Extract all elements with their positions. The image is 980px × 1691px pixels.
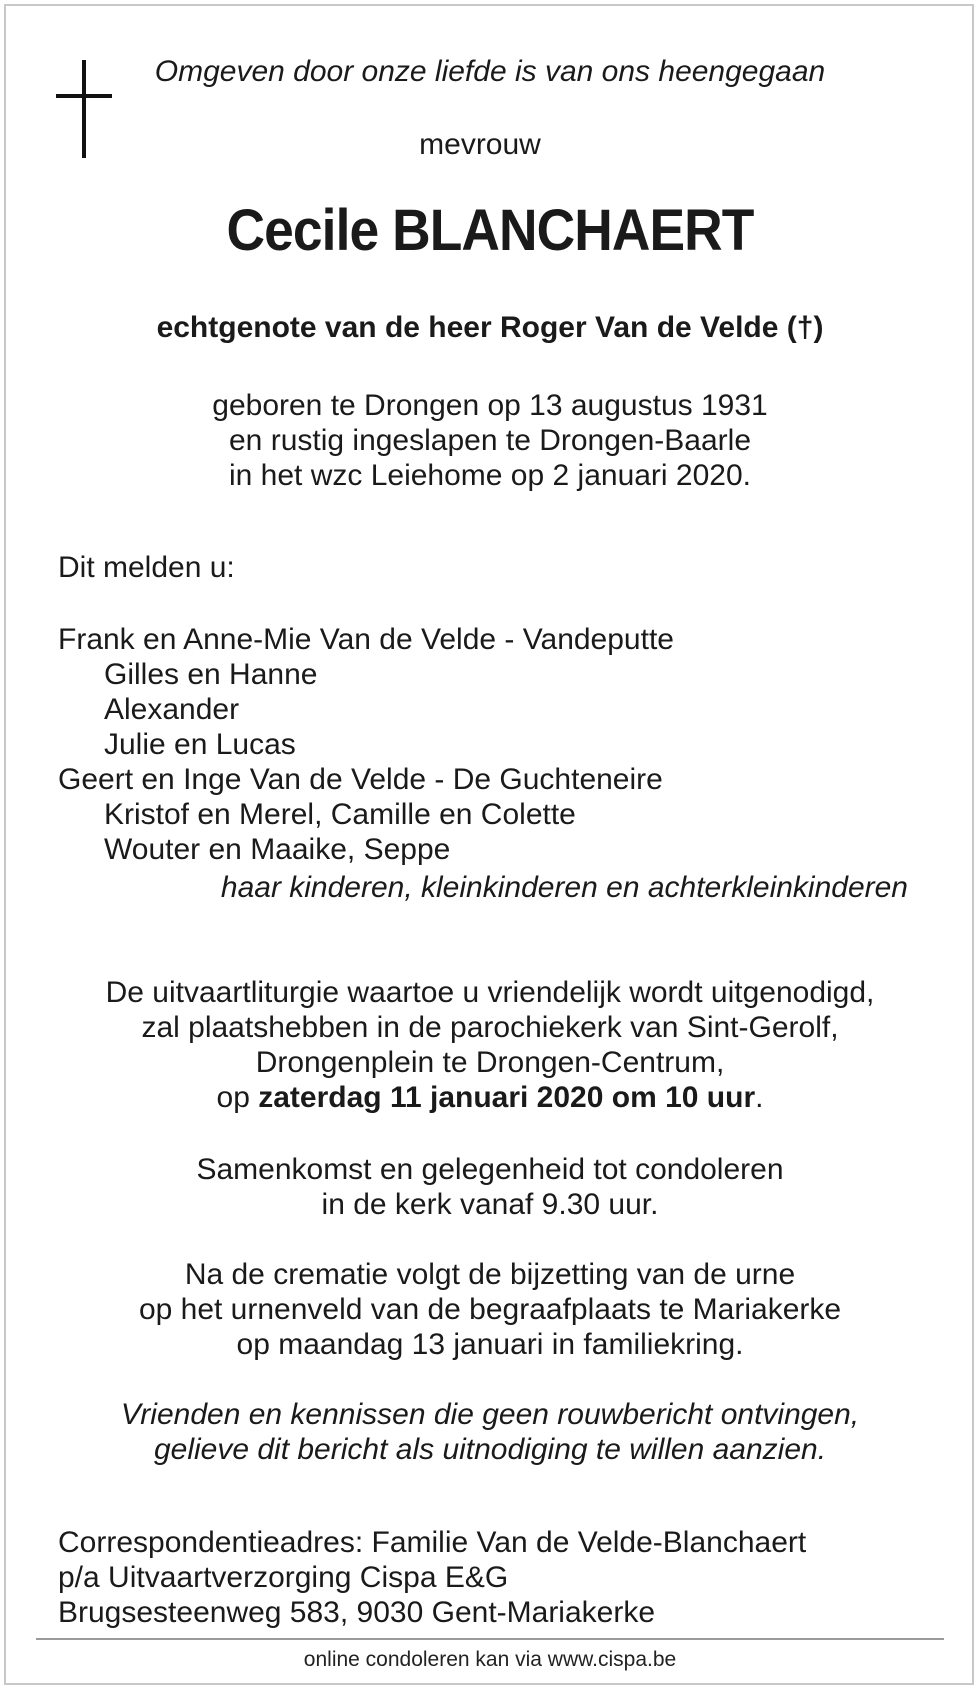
condolence-line: in de kerk vanaf 9.30 uur. — [321, 1188, 659, 1221]
family-line: Geert en Inge Van de Velde - De Guchteneire — [58, 763, 663, 796]
family-line: Kristof en Merel, Camille en Colette — [104, 798, 576, 831]
liturgy-date-suffix: . — [755, 1081, 764, 1114]
correspondence-address — [58, 1525, 806, 1630]
spouse-line: echtgenote van de heer Roger Van de Velde (†) — [156, 311, 824, 344]
deceased-name: Cecile BLANCHAERT — [226, 198, 754, 263]
announce-text: Dit melden u: — [58, 551, 235, 584]
liturgy-block — [0, 975, 980, 1115]
friends-line: gelieve dit bericht als uitnodiging te willen aanzien. — [153, 1433, 827, 1466]
birth-block — [0, 388, 980, 493]
liturgy-date: zaterdag 11 januari 2020 om 10 uur — [258, 1081, 756, 1114]
urn-line: op het urnenveld van de begraafplaats te Mariakerke — [138, 1293, 842, 1326]
family-line: Julie en Lucas — [104, 728, 296, 761]
condolence-block — [0, 1152, 980, 1222]
family-list — [58, 622, 674, 867]
family-line: Wouter en Maaike, Seppe — [104, 833, 451, 866]
address-line: Brugsesteenweg 583, 9030 Gent-Mariakerke — [58, 1596, 656, 1629]
title-prefix: mevrouw — [419, 128, 541, 161]
liturgy-line: De uitvaartliturgie waartoe u vriendelijk wordt uitgenodigd, — [105, 976, 875, 1009]
birth-line: in het wzc Leiehome op 2 januari 2020. — [228, 459, 751, 492]
cross-horizontal-bar — [56, 94, 112, 98]
condolence-line: Samenkomst en gelegenheid tot condoleren — [196, 1153, 784, 1186]
cross-vertical-bar — [82, 60, 86, 158]
online-condolence-text: online condoleren kan via www.cispa.be — [303, 1648, 677, 1671]
friends-line: Vrienden en kennissen die geen rouwbericht ontvingen, — [120, 1398, 860, 1431]
cross-icon — [56, 60, 112, 158]
birth-line: en rustig ingeslapen te Drongen-Baarle — [229, 424, 751, 457]
friends-notice — [0, 1397, 980, 1467]
footer-divider — [36, 1638, 944, 1640]
urn-line: op maandag 13 januari in familiekring. — [236, 1328, 744, 1361]
liturgy-date-line — [0, 1080, 980, 1115]
family-line: Gilles en Hanne — [104, 658, 318, 691]
family-role: haar kinderen, kleinkinderen en achterkleinkinderen — [220, 871, 908, 904]
liturgy-date-prefix: op — [216, 1081, 259, 1114]
liturgy-line: Drongenplein te Drongen-Centrum, — [255, 1046, 725, 1079]
intro-text: Omgeven door onze liefde is van ons heengegaan — [154, 55, 826, 88]
address-line: Correspondentieadres: Familie Van de Velde-Blanchaert — [58, 1526, 807, 1559]
address-line: p/a Uitvaartverzorging Cispa E&G — [58, 1561, 509, 1594]
liturgy-line: zal plaatshebben in de parochiekerk van Sint-Gerolf, — [141, 1011, 839, 1044]
birth-line: geboren te Drongen op 13 augustus 1931 — [212, 389, 768, 422]
family-line: Frank en Anne-Mie Van de Velde - Vandeputte — [58, 623, 674, 656]
urn-line: Na de crematie volgt de bijzetting van de urne — [184, 1258, 796, 1291]
family-line: Alexander — [104, 693, 240, 726]
urn-block — [0, 1257, 980, 1362]
